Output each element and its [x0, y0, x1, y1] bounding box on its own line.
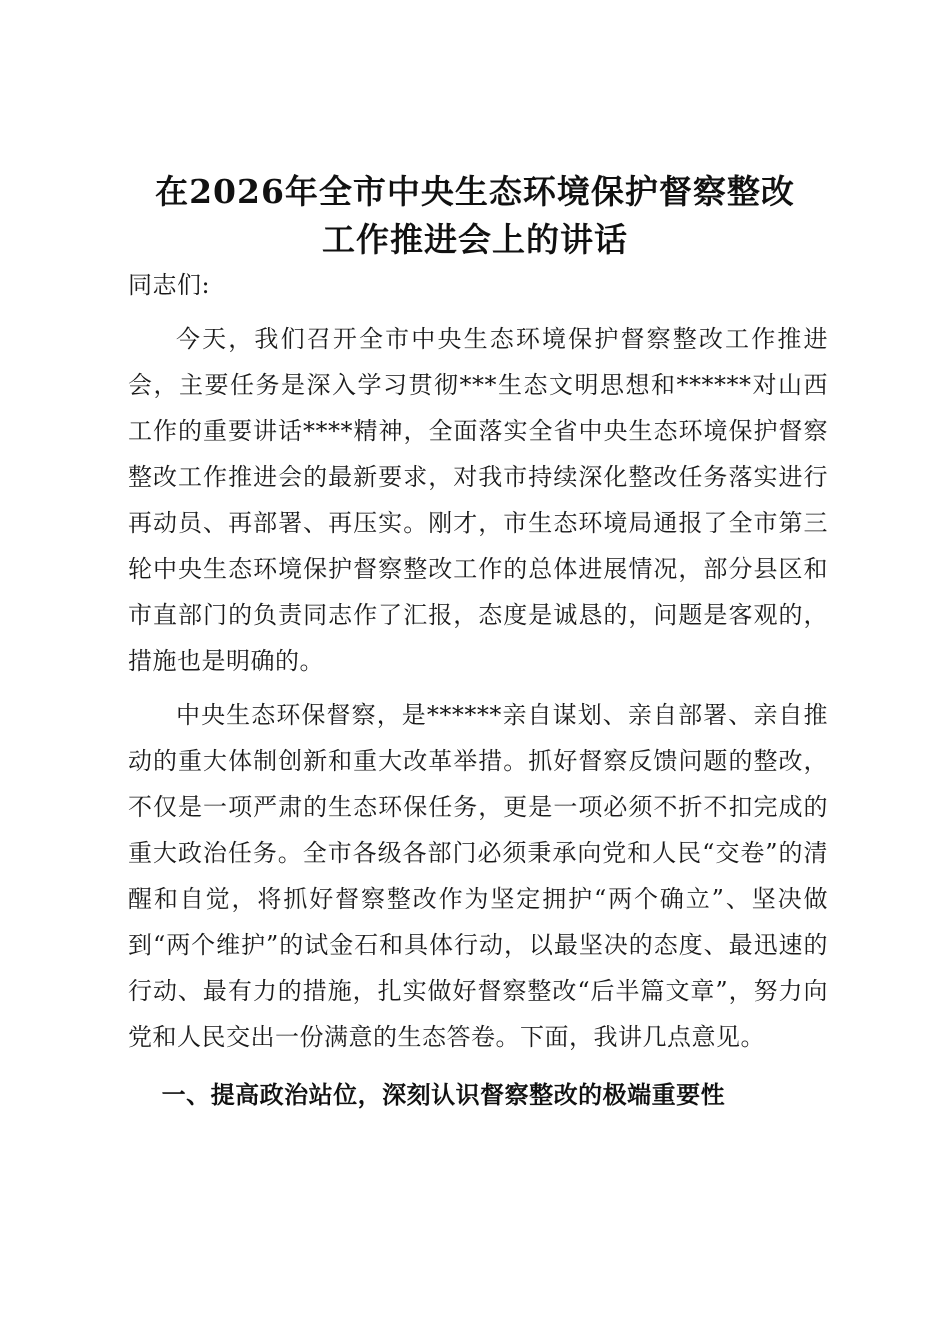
document-title	[100, 168, 850, 264]
title-line-1: 在2026年全市中央生态环境保护督察整改	[155, 172, 795, 211]
section-heading-1: 一、提高政治站位，深刻认识督察整改的极端重要性	[161, 1081, 726, 1109]
paragraph-opening: 今天，我们召开全市中央生态环境保护督察整改工作推进会，主要任务是深入学习贯彻***生态文明思想和******对山西工作的重要讲话****精神，全面落实全省中央生态环境保护督察整改工作推进会的最新要求，对我市持续深化整改任务落实进行再动员、再部署、再压实。刚才，市生态环境局通报了全市第三轮中央生态环境保护督察整改工作的总体进展情况，部分县区和市直部门的负责同志作了汇报，态度是诚恳的，问题是客观的，措施也是明确的。	[128, 325, 828, 675]
document-body	[128, 262, 828, 1118]
paragraph-significance: 中央生态环保督察，是******亲自谋划、亲自部署、亲自推动的重大体制创新和重大改革举措。抓好督察反馈问题的整改，不仅是一项严肃的生态环保任务，更是一项必须不折不扣完成的重大政治任务。全市各级各部门必须秉承向党和人民“交卷”的清醒和自觉，将抓好督察整改作为坚定拥护“两个确立”、坚决做到“两个维护”的试金石和具体行动，以最坚决的态度、最迅速的行动、最有力的措施，扎实做好督察整改“后半篇文章”，努力向党和人民交出一份满意的生态答卷。下面，我讲几点意见。	[128, 701, 828, 1051]
salutation: 同志们:	[128, 271, 211, 299]
title-line-2: 工作推进会上的讲话	[322, 220, 628, 259]
